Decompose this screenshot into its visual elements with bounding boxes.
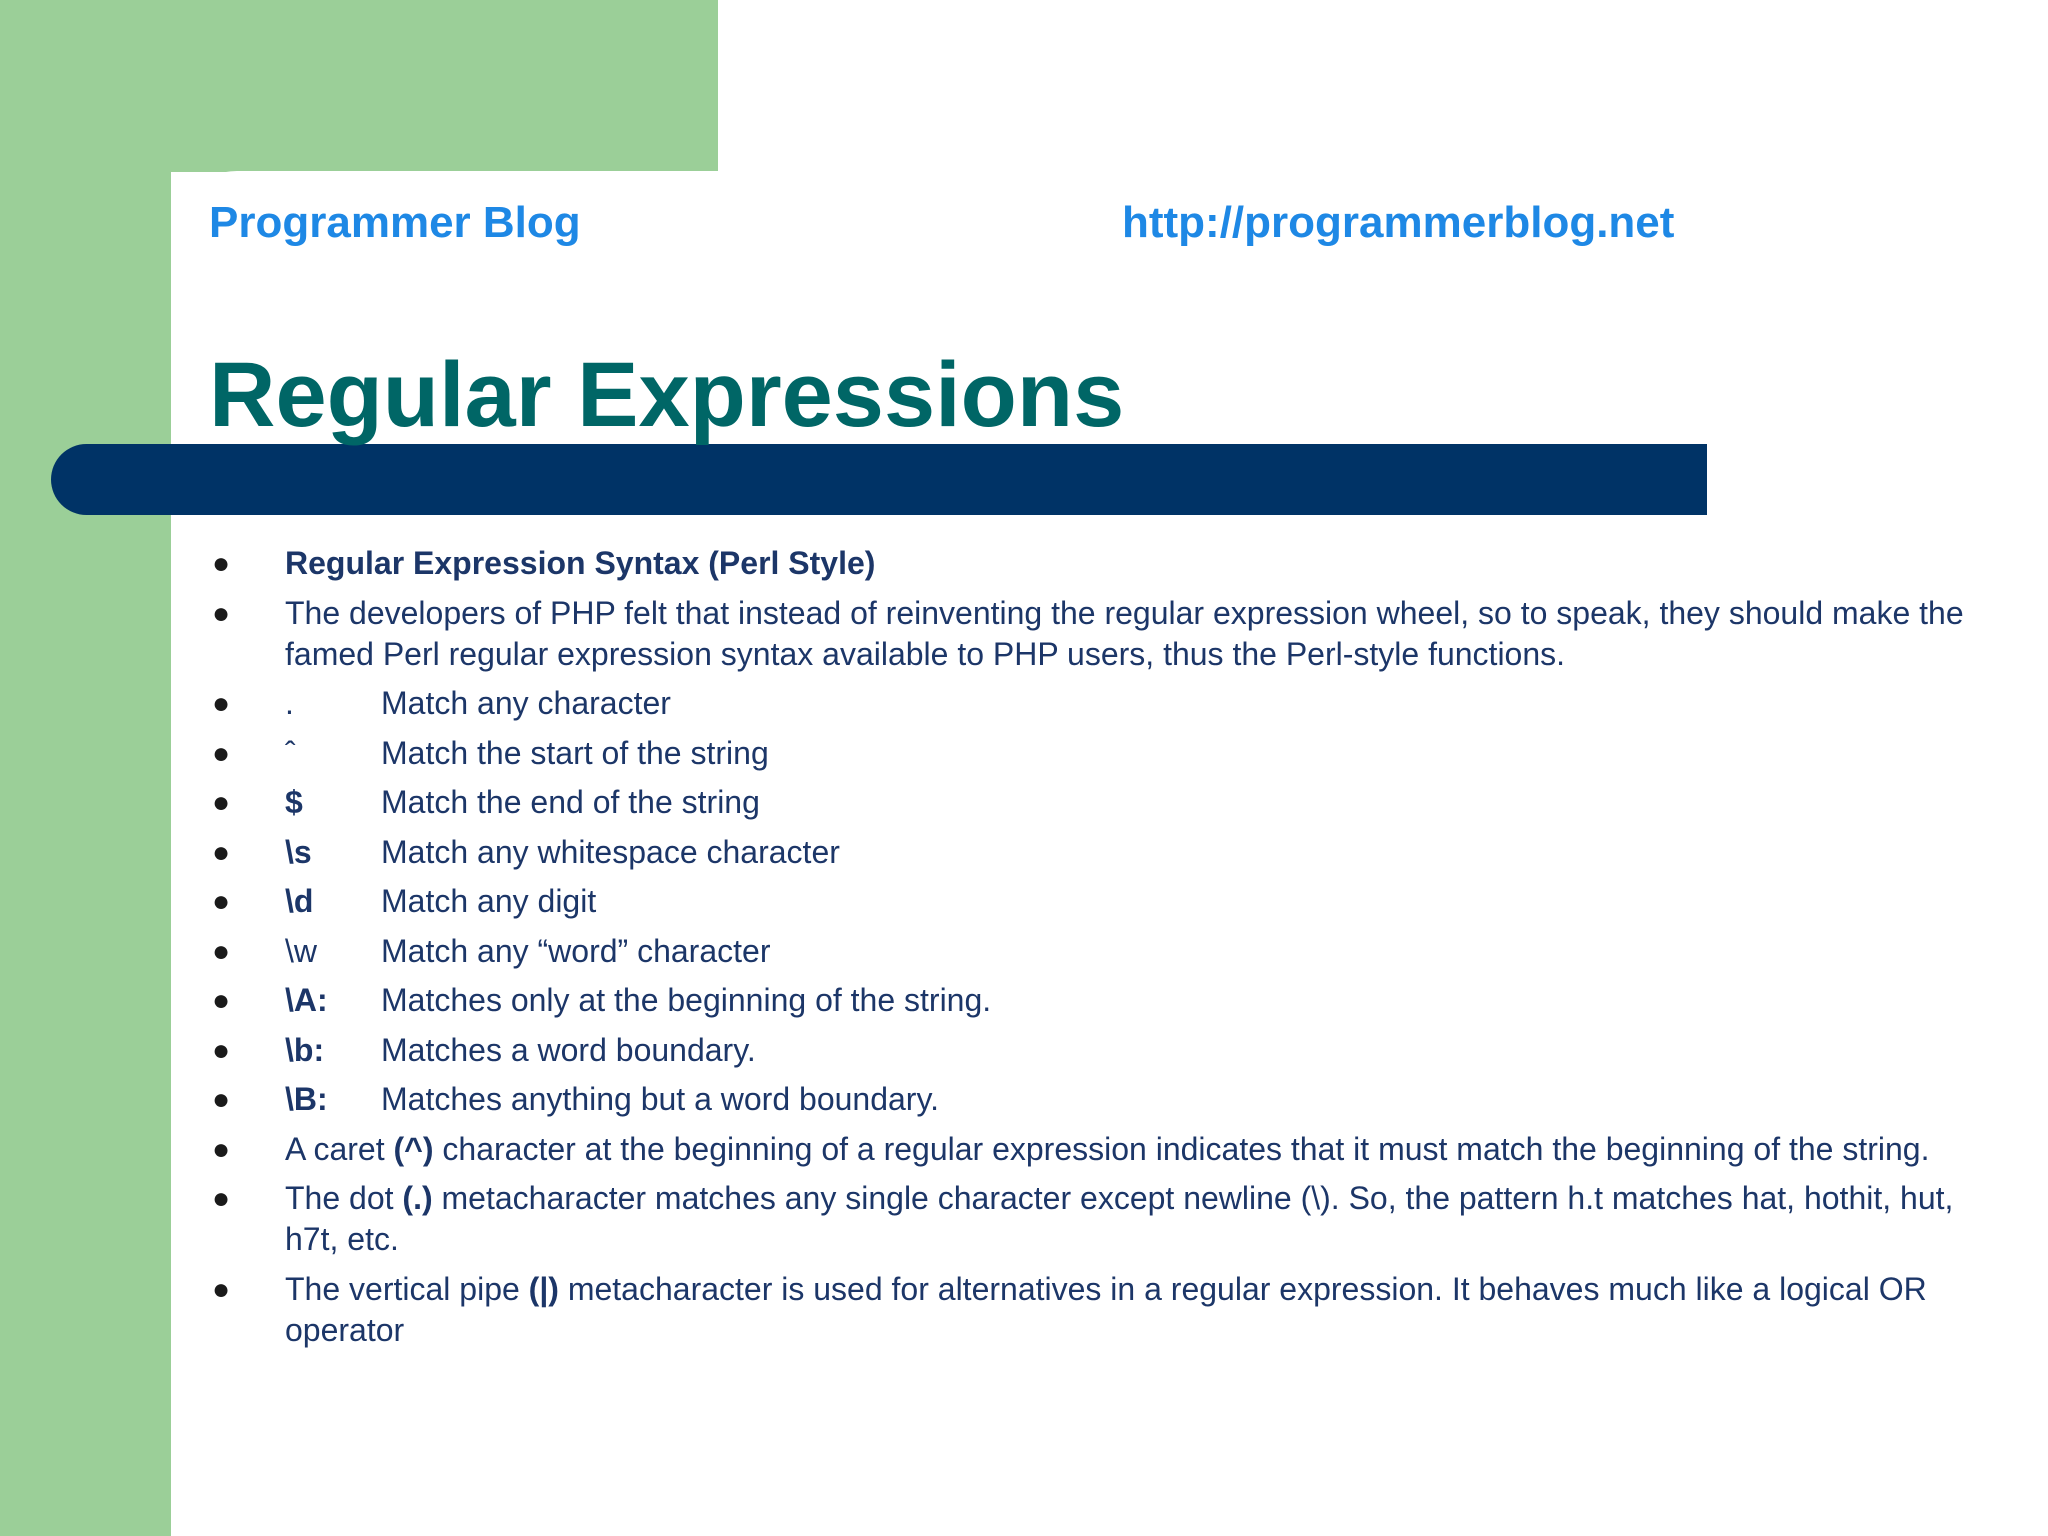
caret-text-pre: A caret	[285, 1130, 394, 1167]
dot-text-post: metacharacter matches any single character except newline (\). So, the pattern h.t matches hat, hothit, hut, h7t, etc.	[285, 1180, 1954, 1257]
bullet-caret	[209, 1129, 1969, 1170]
bullet-icon: ●	[212, 1083, 231, 1116]
bullet-desc: Match any “word” character	[381, 932, 771, 969]
bullet-item	[209, 733, 1969, 774]
bullet-item	[209, 1030, 1969, 1071]
dot-text-pre: The dot	[285, 1180, 403, 1216]
bullet-icon: ●	[212, 1132, 231, 1166]
bullet-item	[209, 683, 1969, 724]
blog-name: Programmer Blog	[209, 198, 581, 247]
bullet-dot-meta	[209, 1178, 1969, 1260]
bullet-symbol: \A:	[285, 982, 328, 1018]
bullet-list	[209, 543, 1969, 1359]
caret-code: (^)	[393, 1130, 434, 1167]
bullet-desc: Matches only at the beginning of the string.	[381, 982, 992, 1018]
bullet-heading-text: Regular Expression Syntax (Perl Style)	[285, 545, 876, 581]
bullet-icon: ●	[212, 687, 231, 720]
bullet-symbol: \d	[285, 883, 314, 919]
bullet-icon: ●	[212, 835, 231, 869]
bullet-desc: Match the end of the string	[381, 784, 760, 820]
bullet-desc: Match any character	[381, 685, 671, 721]
pipe-text-pre: The vertical pipe	[285, 1270, 529, 1307]
bullet-intro-text: The developers of PHP felt that instead of reinventing the regular expression wheel, so to speak, they should make the famed Perl regular expression syntax available to PHP users, thus the Perl-style functions.	[285, 594, 1964, 672]
title-underline-bar	[51, 444, 1707, 515]
bullet-item	[209, 980, 1969, 1021]
bullet-desc: Matches a word boundary.	[381, 1031, 756, 1068]
bullet-symbol: \w	[285, 932, 317, 969]
bullet-item	[209, 782, 1969, 823]
bullet-icon: ●	[212, 596, 231, 630]
bullet-symbol: \b:	[285, 1031, 325, 1068]
bullet-item	[209, 1079, 1969, 1120]
bullet-heading	[209, 543, 1969, 584]
caret-text-post: character at the beginning of a regular expression indicates that it must match the beginning of the string.	[433, 1130, 1930, 1167]
bullet-desc: Matches anything but a word boundary.	[381, 1081, 939, 1117]
bullet-item	[209, 881, 1969, 922]
bullet-icon: ●	[212, 1182, 231, 1215]
bullet-pipe	[209, 1269, 1969, 1351]
bullet-symbol: \B:	[285, 1081, 328, 1117]
bullet-icon: ●	[212, 547, 231, 580]
bullet-symbol: \s	[285, 833, 312, 870]
bullet-item	[209, 832, 1969, 873]
bullet-icon: ●	[212, 1033, 231, 1067]
bullet-desc: Match any digit	[381, 883, 597, 919]
bullet-icon: ●	[212, 885, 231, 918]
pipe-text-post: metacharacter is used for alternatives in a regular expression. It behaves much like a logical OR operator	[285, 1270, 1927, 1348]
bullet-desc: Match any whitespace character	[381, 833, 840, 870]
dot-code: (.)	[402, 1180, 433, 1216]
bullet-icon: ●	[212, 1272, 231, 1306]
bullet-icon: ●	[212, 934, 231, 968]
bullet-symbol: ˆ	[285, 734, 296, 771]
pipe-code: (|)	[528, 1270, 559, 1307]
green-left-panel	[0, 0, 171, 1536]
bullet-symbol: $	[285, 784, 303, 820]
slide-title: Regular Expressions	[209, 344, 1125, 446]
bullet-icon: ●	[212, 786, 231, 819]
blog-url: http://programmerblog.net	[1122, 198, 1675, 247]
bullet-symbol: .	[285, 685, 294, 721]
bullet-intro	[209, 593, 1969, 675]
bullet-icon: ●	[212, 736, 231, 770]
bullet-item	[209, 931, 1969, 972]
bullet-icon: ●	[212, 984, 231, 1017]
bullet-desc: Match the start of the string	[381, 734, 769, 771]
